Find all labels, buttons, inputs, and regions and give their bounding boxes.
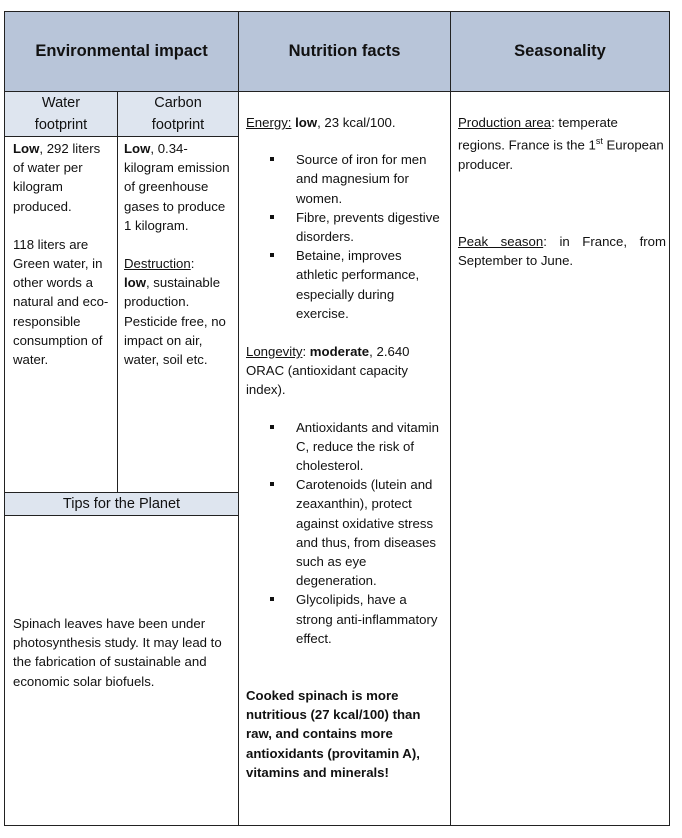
destruction-label: Destruction [124, 256, 191, 272]
header-seasonality [451, 12, 669, 92]
list-item: Source of iron for men and magnesium for women. [246, 150, 446, 208]
header-nutrition-facts [239, 12, 450, 92]
carbon-text: , 0.34-kilogram emission of greenhouse gases to produce 1 kilogram. [124, 141, 230, 233]
water-green-text: 118 liters are Green water, in other words a natural and eco-responsible consumption of water. [13, 236, 109, 368]
water-footprint-label-1: Water [41, 95, 81, 111]
list-item: Betaine, improves athletic performance, especially during exercise. [246, 246, 446, 323]
nutrition-cell [246, 113, 446, 782]
energy-label: Energy: [246, 115, 292, 130]
column-divider [238, 12, 239, 825]
tips-text: Spinach leaves have been under photosynthesis study. It may lead to the fabrication of sustainable and economic solar biofuels. [13, 616, 222, 689]
header-environmental-impact [5, 12, 238, 92]
carbon-level: Low [124, 141, 151, 156]
production-area-label: Production area [458, 115, 552, 130]
water-text: , 292 liters of water per kilogram produced. [13, 141, 101, 214]
header-nutrition-facts-text: Nutrition facts [288, 42, 401, 60]
longevity-colon: : [302, 344, 310, 360]
tips-header-text: Tips for the Planet [62, 496, 181, 512]
water-level: Low [13, 141, 40, 156]
list-item: Glycolipids, have a strong anti-inflammatory effect. [246, 590, 446, 648]
subheader-water-footprint [5, 92, 117, 136]
list-item: Carotenoids (lutein and zeaxanthin), protect against oxidative stress and thus, from diseases such as eye degeneration. [246, 475, 446, 590]
energy-text: , 23 kcal/100. [317, 115, 396, 130]
longevity-label: Longevity [246, 344, 303, 360]
longevity-level: moderate [309, 344, 370, 360]
water-footprint-label-2: footprint [34, 117, 88, 133]
row-divider [5, 515, 238, 516]
destruction-colon: : [190, 256, 195, 272]
carbon-footprint-cell [124, 139, 236, 369]
production-area-text-1: : temperate regions. France is the 1 [458, 115, 618, 153]
destruction-text: , sustainable production. Pesticide free, no impact on air, water, soil etc. [124, 275, 226, 368]
longevity-text: , 2.640 ORAC (antioxidant capacity index). [246, 344, 410, 398]
subheader-carbon-footprint [118, 92, 238, 136]
list-item: Antioxidants and vitamin C, reduce the risk of cholesterol. [246, 418, 446, 476]
column-divider [450, 12, 451, 825]
energy-list [246, 150, 446, 323]
header-environmental-impact-text: Environmental impact [35, 42, 208, 60]
header-seasonality-text: Seasonality [514, 42, 606, 60]
destruction-level: low [124, 275, 146, 291]
subheader-tips-for-the-planet [5, 493, 238, 515]
row-divider [5, 136, 238, 137]
cooked-spinach-note: Cooked spinach is more nutritious (27 kcal/100) than raw, and contains more antioxidants (provitamin A), vitamins and minerals! [246, 688, 421, 780]
energy-level: low [295, 115, 318, 130]
peak-season-label: Peak season [458, 234, 544, 249]
seasonality-cell [458, 113, 666, 270]
water-footprint-cell [13, 139, 113, 369]
carbon-footprint-label-1: Carbon [154, 95, 202, 111]
longevity-list [246, 418, 446, 648]
spinach-info-table [4, 11, 670, 826]
peak-season-text: : in France, from September to June. [458, 234, 666, 269]
list-item: Fibre, prevents digestive disorders. [246, 208, 446, 246]
production-area-text-2: European producer. [458, 137, 664, 172]
carbon-footprint-label-2: footprint [151, 117, 205, 133]
subcolumn-divider [117, 92, 118, 492]
production-area-sup: st [595, 136, 603, 147]
